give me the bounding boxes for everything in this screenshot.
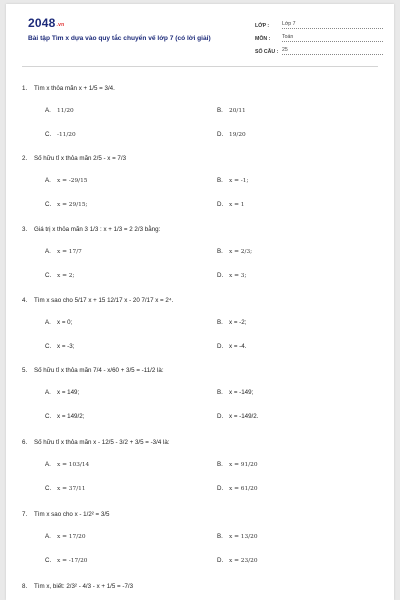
question-4 — [22, 296, 382, 364]
option-text: x = 103/14 — [57, 462, 90, 468]
question-8 — [22, 582, 382, 591]
option-b[interactable] — [217, 460, 258, 469]
option-text: x = -3; — [57, 343, 75, 350]
question-text — [22, 582, 382, 591]
option-row — [22, 128, 382, 152]
question-number: 3. — [22, 226, 28, 233]
option-letter: D. — [217, 413, 224, 420]
option-text: x = 91/20 — [229, 462, 258, 468]
header-divider — [22, 66, 378, 67]
option-letter: D. — [217, 343, 224, 350]
option-row — [22, 530, 382, 554]
option-letter: C. — [45, 272, 52, 279]
option-b[interactable] — [217, 106, 246, 115]
question-body: Tìm x, biết: 2/3² - 4/3 - x + 1/5 = -7/3 — [34, 583, 134, 590]
option-letter: A. — [45, 177, 51, 184]
option-letter: D. — [217, 131, 224, 138]
option-row — [22, 104, 382, 128]
option-text: x = 149; — [57, 389, 80, 396]
document-title: Bài tập Tìm x dựa vào quy tắc chuyển vế lớp 7 (có lời giải) — [28, 35, 211, 42]
option-letter: C. — [45, 131, 52, 138]
option-b[interactable] — [217, 318, 246, 327]
question-text — [22, 366, 382, 375]
question-text — [22, 510, 382, 519]
question-7 — [22, 510, 382, 578]
question-text — [22, 154, 382, 163]
question-body: Số hữu tỉ x thỏa mãn x - 12/5 - 3/2 + 3/5 = -3/4 là: — [34, 439, 170, 446]
meta-value: Toán — [282, 34, 383, 42]
option-letter: A. — [45, 107, 51, 114]
question-number: 2. — [22, 155, 28, 162]
option-row — [22, 340, 382, 364]
option-text: x = 2/3; — [229, 249, 253, 255]
option-letter: B. — [217, 389, 223, 396]
option-d[interactable] — [217, 130, 246, 139]
question-text — [22, 225, 382, 234]
option-text: x = 17/20 — [57, 534, 86, 540]
question-number: 7. — [22, 511, 28, 518]
question-body: Tìm x sao cho 5/17 x + 15 12/17 x - 20 7/17 x = 2⁴. — [34, 297, 174, 304]
option-text: x = 29/15; — [57, 202, 88, 208]
logo-suffix: .vn — [56, 22, 65, 28]
option-row — [22, 245, 382, 269]
option-text: 19/20 — [229, 132, 246, 138]
option-text: x = -4. — [229, 343, 247, 350]
question-number: 6. — [22, 439, 28, 446]
question-1 — [22, 84, 382, 152]
option-d[interactable] — [217, 200, 245, 209]
option-b[interactable] — [217, 247, 252, 256]
option-letter: C. — [45, 343, 52, 350]
question-number: 5. — [22, 367, 28, 374]
option-letter: B. — [217, 533, 223, 540]
option-letter: A. — [45, 319, 51, 326]
option-d[interactable] — [217, 412, 258, 421]
question-5 — [22, 366, 382, 434]
question-text — [22, 84, 382, 93]
option-text: x = 17/7 — [57, 249, 82, 255]
option-a[interactable] — [45, 176, 87, 185]
option-d[interactable] — [217, 342, 246, 351]
option-text: x = 3; — [229, 273, 247, 279]
question-number: 4. — [22, 297, 28, 304]
option-row — [22, 458, 382, 482]
option-letter: D. — [217, 201, 224, 208]
meta-value: 25 — [282, 47, 383, 55]
logo-text: 2048 — [28, 16, 56, 30]
option-letter: D. — [217, 557, 224, 564]
option-letter: B. — [217, 461, 223, 468]
option-letter: A. — [45, 248, 51, 255]
option-row — [22, 482, 382, 506]
question-body: Số hữu tỉ x thỏa mãn 7/4 - x/60 + 3/5 = -11/2 là: — [34, 367, 164, 374]
option-c[interactable] — [45, 412, 84, 421]
meta-panel — [255, 18, 383, 57]
option-c[interactable] — [45, 271, 74, 280]
option-letter: C. — [45, 557, 52, 564]
meta-row-class — [255, 18, 383, 29]
option-a[interactable] — [45, 247, 82, 256]
option-c[interactable] — [45, 342, 74, 351]
question-text — [22, 296, 382, 305]
option-a[interactable] — [45, 106, 74, 115]
option-a[interactable] — [45, 388, 79, 397]
option-text: x = 149/2; — [57, 413, 85, 420]
option-row — [22, 198, 382, 222]
meta-row-count — [255, 44, 383, 55]
option-a[interactable] — [45, 532, 86, 541]
option-letter: C. — [45, 201, 52, 208]
option-text: x = 1 — [229, 202, 245, 208]
option-c[interactable] — [45, 200, 87, 209]
option-text: x = -1; — [229, 178, 249, 184]
option-row — [22, 410, 382, 434]
meta-value: Lớp 7 — [282, 21, 383, 29]
question-number: 1. — [22, 85, 28, 92]
option-c[interactable] — [45, 484, 86, 493]
option-row — [22, 174, 382, 198]
option-text: -11/20 — [57, 132, 76, 138]
question-2 — [22, 154, 382, 222]
option-text: x = 2; — [57, 273, 75, 279]
option-letter: C. — [45, 485, 52, 492]
option-text: x = -17/20 — [57, 558, 88, 564]
option-text: x = 37/11 — [57, 486, 86, 492]
option-letter: D. — [217, 272, 224, 279]
option-c[interactable] — [45, 556, 87, 565]
option-letter: B. — [217, 319, 223, 326]
meta-key: MÔN : — [255, 36, 271, 42]
option-a[interactable] — [45, 460, 89, 469]
option-b[interactable] — [217, 532, 258, 541]
option-c[interactable] — [45, 130, 76, 139]
meta-key: SỐ CÂU : — [255, 49, 279, 55]
worksheet-page — [6, 4, 394, 600]
option-d[interactable] — [217, 484, 258, 493]
question-body: Số hữu tỉ x thỏa mãn 2/5 - x = 7/3 — [34, 155, 127, 162]
option-text: x = 61/20 — [229, 486, 258, 492]
meta-row-subject — [255, 31, 383, 42]
option-letter: A. — [45, 461, 51, 468]
option-row — [22, 316, 382, 340]
question-6 — [22, 438, 382, 506]
question-body: Tìm x thỏa mãn x + 1/5 = 3/4. — [34, 85, 115, 92]
site-logo[interactable] — [28, 16, 64, 30]
option-row — [22, 554, 382, 578]
option-text: 20/11 — [229, 108, 246, 114]
option-letter: B. — [217, 177, 223, 184]
option-text: x = -149; — [229, 389, 254, 396]
option-text: x = -2; — [229, 319, 247, 326]
option-letter: B. — [217, 248, 223, 255]
meta-key: LỚP : — [255, 23, 270, 29]
option-d[interactable] — [217, 271, 246, 280]
option-b[interactable] — [217, 176, 248, 185]
option-letter: C. — [45, 413, 52, 420]
option-row — [22, 269, 382, 293]
option-text: x = -29/15 — [57, 178, 88, 184]
option-text: x = -149/2. — [229, 413, 259, 420]
option-letter: A. — [45, 533, 51, 540]
question-body: Giá trị x thỏa mãn 3 1/3 : x + 1/3 = 2 2/3 bằng: — [34, 226, 161, 233]
question-text — [22, 438, 382, 447]
option-letter: B. — [217, 107, 223, 114]
option-d[interactable] — [217, 556, 258, 565]
option-a[interactable] — [45, 318, 72, 327]
option-letter: D. — [217, 485, 224, 492]
option-row — [22, 386, 382, 410]
option-b[interactable] — [217, 388, 253, 397]
question-3 — [22, 225, 382, 293]
question-body: Tìm x sao cho x - 1/2² = 3/5 — [34, 511, 110, 518]
option-text: x = 23/20 — [229, 558, 258, 564]
question-number: 8. — [22, 583, 28, 590]
option-text: 11/20 — [57, 108, 74, 114]
option-text: x = 13/20 — [229, 534, 258, 540]
option-letter: A. — [45, 389, 51, 396]
option-text: x = 0; — [57, 319, 73, 326]
